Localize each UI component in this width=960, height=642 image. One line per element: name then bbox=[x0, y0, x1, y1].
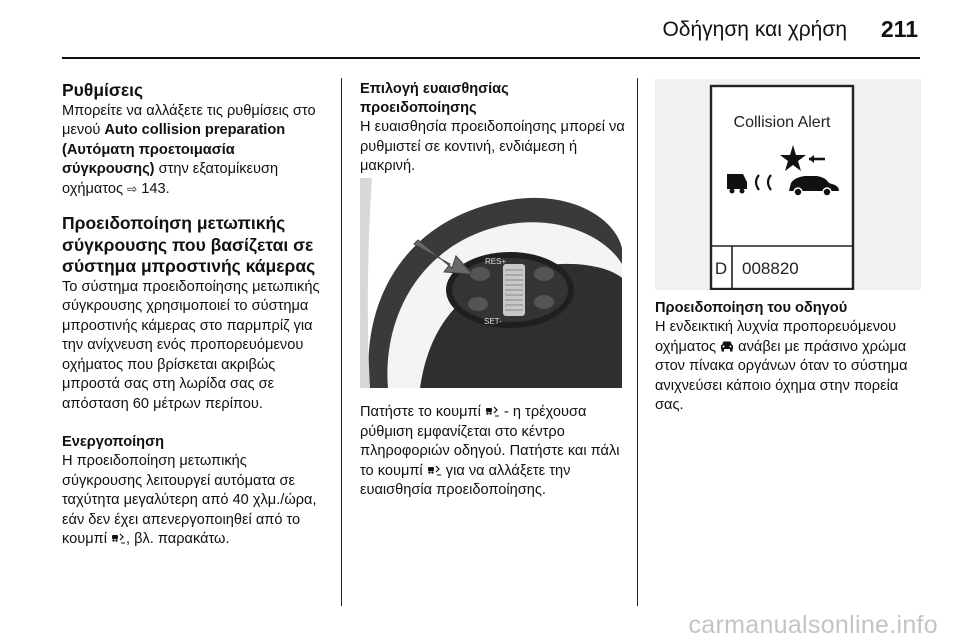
press-text-mid: - η τρέχουσα ρύθμιση εμφανίζεται στο κέντρο πληροφοριών οδηγού. Πατήστε και πάλι το κουμπί bbox=[360, 404, 620, 479]
press-text-start: Πατήστε το κουμπί bbox=[360, 404, 485, 420]
svg-text:RES+: RES+ bbox=[485, 257, 507, 266]
press-text-end: για να αλλάξετε την ευαισθησία προειδοποίησης. bbox=[360, 462, 571, 498]
activation-text-start: Η προειδοποίηση μετωπικής σύγκρουσης λειτουργεί αυτόματα σε ταχύτητα μεγαλύτερη από 40 χλμ./ώρα, εάν δεν έχει απενεργοποιηθεί από το κουμπί bbox=[62, 453, 317, 547]
svg-text:SET-: SET- bbox=[484, 317, 502, 326]
header-rule bbox=[62, 57, 920, 59]
right-column bbox=[655, 299, 927, 416]
button-press-text bbox=[360, 403, 625, 501]
vehicle-ahead-icon bbox=[720, 340, 734, 352]
collision-alert-display bbox=[655, 79, 921, 290]
driver-text-end: ανάβει με πράσινο χρώμα στον πίνακα οργάνων όταν το σύστημα ανιχνεύσει κάποιο όχημα στην πορεία σας. bbox=[655, 338, 908, 413]
steering-wheel-illustration bbox=[360, 178, 622, 388]
settings-menu-name: Auto collision preparation (Αυτόματη προετοιμασία σύγκρουσης) bbox=[62, 122, 286, 177]
fcw-heading: Προειδοποίηση μετωπικής σύγκρουσης που βασίζεται σε σύστημα μπροστινής κάμερας bbox=[62, 213, 316, 276]
column-divider-left bbox=[341, 78, 342, 606]
settings-text-start: Μπορείτε να αλλάξετε τις ρυθμίσεις στο μενού bbox=[62, 102, 316, 138]
display-odometer: 008820 bbox=[742, 259, 799, 278]
watermark: carmanualsonline.info bbox=[688, 611, 938, 639]
activation-heading: Ενεργοποίηση bbox=[62, 434, 164, 450]
collision-alert-display-figure bbox=[655, 79, 921, 290]
left-column bbox=[62, 80, 330, 550]
collision-button-icon bbox=[485, 405, 500, 417]
settings-heading: Ρυθμίσεις bbox=[62, 80, 144, 100]
column-divider-right bbox=[637, 78, 638, 606]
settings-paragraph bbox=[62, 102, 330, 200]
driver-text-start: Η ενδεικτική λυχνία προπορευόμενου οχήματος bbox=[655, 319, 897, 355]
display-gear: D bbox=[714, 259, 728, 278]
settings-text-mid: στην εξατομίκευση οχήματος bbox=[62, 161, 279, 197]
sensitivity-heading: Επιλογή ευαισθησίας προειδοποίησης bbox=[360, 81, 509, 116]
collision-button-icon bbox=[111, 532, 126, 544]
middle-column bbox=[360, 80, 625, 177]
collision-button-icon bbox=[427, 464, 442, 476]
press-paragraph bbox=[360, 403, 625, 501]
display-title: Collision Alert bbox=[733, 114, 831, 131]
activation-paragraph bbox=[62, 452, 330, 550]
activation-text-end: , βλ. παρακάτω. bbox=[126, 531, 230, 547]
fcw-paragraph: Το σύστημα προειδοποίησης μετωπικής σύγκρουσης χρησιμοποιεί το σύστημα μπροστινής κάμερας στο παρμπρίζ για την ανίχνευση ενός προπορευόμενου οχήματος που βρίσκεται ακριβώς μπροστά σας στη λωρίδα σας σε απόσταση 60 μέτρων περίπου. bbox=[62, 278, 320, 412]
driver-warning-paragraph bbox=[655, 318, 927, 416]
settings-ref-page: 143. bbox=[137, 180, 170, 197]
page-header-title: Οδήγηση και χρήση bbox=[662, 18, 847, 41]
page-number: 211 bbox=[880, 16, 918, 42]
driver-warning-heading: Προειδοποίηση του οδηγού bbox=[655, 300, 848, 316]
arrow-ref-icon: ⇨ bbox=[127, 181, 138, 196]
sensitivity-paragraph: Η ευαισθησία προειδοποίησης μπορεί να ρυθμιστεί σε κοντινή, ενδιάμεση ή μακρινή. bbox=[360, 119, 625, 174]
